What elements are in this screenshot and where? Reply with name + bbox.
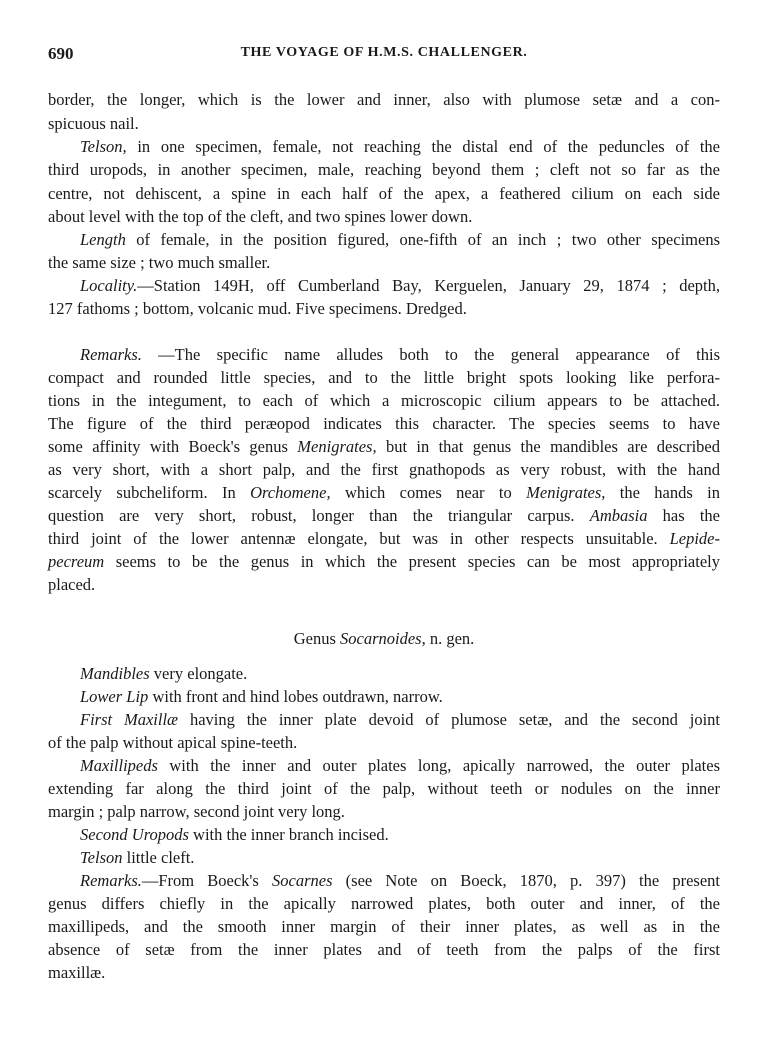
genus-name: Lepide- [669,529,720,548]
diagnosis-line: Lower Lip with front and hind lobes outdrawn, narrow. [80,687,443,706]
diagnosis-line: Mandibles very elongate. [80,664,248,683]
genus-heading: Genus Socarnoides, n. gen. [293,629,475,648]
genus-name: Ambasia [589,506,648,525]
text-line: 127 fathoms ; bottom, volcanic mud. Five specimens. Dredged. [48,299,467,318]
text-line: scarcely subcheliform. In Orchomene, which comes near to Menigrates, the hands in [48,483,720,502]
locality-paragraph-line: Locality.—Station 149H, off Cumberland Bay, Kerguelen, January 29, 1874 ; depth, [80,276,720,295]
genus-heading-name: Socarnoides, [340,629,426,648]
genus-name: Menigrates, [297,437,377,456]
text-line: of the palp without apical spine-teeth. [48,733,298,752]
diagnosis-line: Maxillipeds with the inner and outer plates long, apically narrowed, the outer plates [80,756,720,775]
page-header [48,44,720,70]
text-line: compact and rounded little species, and to the little bright spots looking like perfora- [48,368,720,387]
text-line: placed. [48,575,96,594]
text-line: pecreum seems to be the genus in which the present species can be most appropriately [48,552,720,571]
remarks-paragraph-line: Remarks. —The specific name alludes both to the general appearance of this [80,345,720,364]
text-line: genus differs chiefly in the apically narrowed plates, both outer and inner, of the [48,894,720,913]
text-line: border, the longer, which is the lower and inner, also with plumose setæ and a con- [48,90,720,109]
text-line: some affinity with Boeck's genus Menigrates, but in that genus the mandibles are described [48,437,720,456]
remarks-label: Remarks. [80,871,142,890]
text-line: about level with the top of the cleft, and two spines lower down. [48,207,473,226]
text-line: margin ; palp narrow, second joint very long. [48,802,345,821]
text-line: extending far along the third joint of the palp, without teeth or nodules on the inner [48,779,720,798]
remarks-paragraph-line: Remarks.—From Boeck's Socarnes (see Note on Boeck, 1870, p. 397) the present [80,871,720,890]
locality-label: Locality. [80,276,138,295]
running-title: THE VOYAGE OF H.M.S. CHALLENGER. [240,45,528,60]
diagnosis-line: Second Uropods with the inner branch incised. [80,825,389,844]
text-line: question are very short, robust, longer than the triangular carpus. Ambasia has the [48,506,720,525]
genus-name: Menigrates, [526,483,606,502]
text-line: The figure of the third peræopod indicates this character. The species seems to have [48,414,720,433]
telson-paragraph-line: Telson, in one specimen, female, not reaching the distal end of the peduncles of the [80,137,720,156]
text-line: centre, not dehiscent, a spine in each half of the apex, a feathered cilium on each side [48,184,720,203]
diagnosis-line: Telson little cleft. [80,848,195,867]
text-line: maxillæ. [48,963,106,982]
text-line: third uropods, in another specimen, male, reaching beyond them ; cleft not so far as the [48,160,720,179]
remarks-label: Remarks. [80,345,142,364]
genus-name: Socarnes [272,871,333,890]
genus-name: Orchomene, [250,483,331,502]
genus-name: pecreum [48,552,105,571]
length-paragraph-line: Length of female, in the position figured, one-fifth of an inch ; two other specimens [80,230,720,249]
length-label: Length [80,230,126,249]
text-line: as very short, with a short palp, and the first gnathopods as very robust, with the hand [48,460,720,479]
text-line: tions in the integument, to each of which a microscopic cilium appears to be attached. [48,391,720,410]
telson-label: Telson, [80,137,127,156]
text-line: maxillipeds, and the smooth inner margin of their inner plates, as well as in the [48,917,720,936]
text-line: third joint of the lower antennæ elongate, but was in other respects unsuitable. Lepide- [48,529,720,548]
text-line: spicuous nail. [48,114,139,133]
text-line: the same size ; two much smaller. [48,253,271,272]
text-line: absence of setæ from the inner plates and of teeth from the palps of the first [48,940,720,959]
diagnosis-line: First Maxillæ having the inner plate devoid of plumose setæ, and the second joint [80,710,720,729]
page-number: 690 [48,44,74,63]
